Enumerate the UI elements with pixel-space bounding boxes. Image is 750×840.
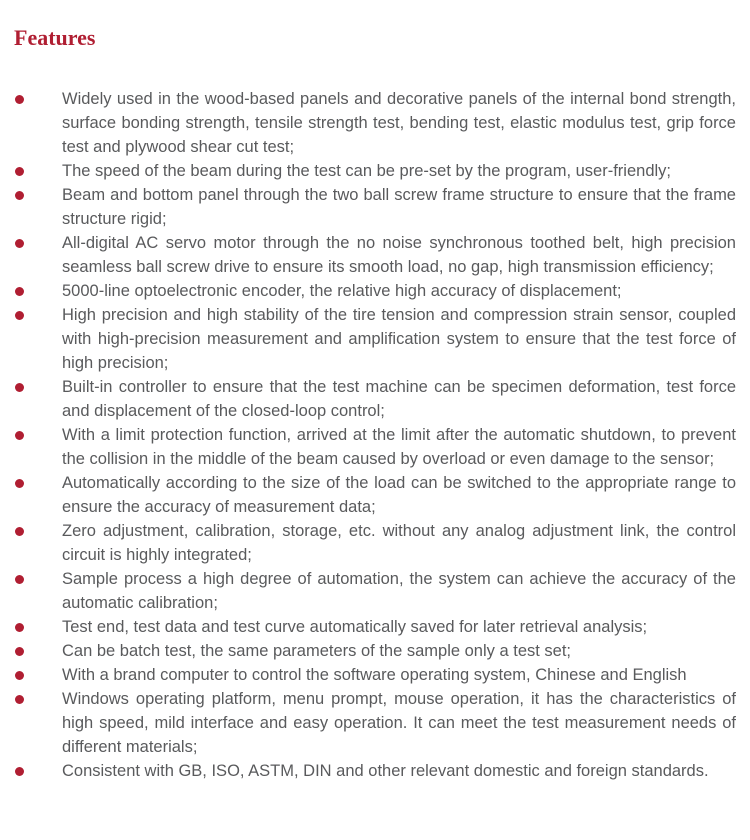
feature-text: Can be batch test, the same parameters of the sample only a test set; [62, 642, 572, 661]
feature-text: Widely used in the wood-based panels and decorative panels of the internal bond strength, surface bonding strength, tensile strength test, bending test, elastic modulus test, grip force test and plywood shear cut test; [62, 90, 736, 157]
feature-list-item [14, 663, 736, 687]
feature-list-item [14, 423, 736, 471]
bullet-icon [15, 431, 24, 440]
bullet-icon [15, 239, 24, 248]
features-heading: Features [14, 25, 96, 50]
feature-list-item [14, 183, 736, 231]
feature-list-item [14, 87, 736, 159]
feature-text: All-digital AC servo motor through the no noise synchronous toothed belt, high precision seamless ball screw drive to ensure its smooth load, no gap, high transmission efficiency; [62, 234, 736, 277]
feature-text: 5000-line optoelectronic encoder, the relative high accuracy of displacement; [62, 282, 622, 301]
bullet-icon [15, 527, 24, 536]
feature-list [14, 87, 736, 783]
feature-text: Automatically according to the size of the load can be switched to the appropriate range to ensure the accuracy of measurement data; [62, 474, 736, 517]
feature-text: Windows operating platform, menu prompt, mouse operation, it has the characteristics of high speed, mild interface and easy operation. It can meet the test measurement needs of different materials; [62, 690, 736, 757]
feature-list-item [14, 519, 736, 567]
feature-list-item [14, 303, 736, 375]
feature-text: Test end, test data and test curve automatically saved for later retrieval analysis; [62, 618, 648, 637]
bullet-icon [15, 383, 24, 392]
bullet-icon [15, 671, 24, 680]
bullet-icon [15, 167, 24, 176]
bullet-icon [15, 287, 24, 296]
feature-list-item [14, 639, 736, 663]
feature-list-item [14, 279, 736, 303]
feature-list-item [14, 231, 736, 279]
bullet-icon [15, 647, 24, 656]
feature-list-item [14, 567, 736, 615]
bullet-icon [15, 623, 24, 632]
feature-text: With a limit protection function, arrived at the limit after the automatic shutdown, to prevent the collision in the middle of the beam caused by overload or even damage to the sensor; [62, 426, 736, 469]
feature-text: Beam and bottom panel through the two ball screw frame structure to ensure that the frame structure rigid; [62, 186, 736, 229]
bullet-icon [15, 695, 24, 704]
feature-list-item [14, 687, 736, 759]
feature-text: Built-in controller to ensure that the test machine can be specimen deformation, test force and displacement of the closed-loop control; [62, 378, 736, 421]
bullet-icon [15, 479, 24, 488]
bullet-icon [15, 191, 24, 200]
features-section [0, 26, 750, 840]
feature-list-item [14, 375, 736, 423]
feature-text: High precision and high stability of the tire tension and compression strain sensor, coupled with high-precision measurement and amplification system to ensure that the test force of high precision; [62, 306, 736, 373]
bullet-icon [15, 95, 24, 104]
bullet-icon [15, 311, 24, 320]
feature-text: The speed of the beam during the test can be pre-set by the program, user-friendly; [62, 162, 672, 181]
feature-text: Consistent with GB, ISO, ASTM, DIN and other relevant domestic and foreign standards. [62, 762, 709, 781]
feature-list-item [14, 471, 736, 519]
feature-list-item [14, 759, 736, 783]
feature-list-item [14, 159, 736, 183]
feature-text: Zero adjustment, calibration, storage, etc. without any analog adjustment link, the control circuit is highly integrated; [62, 522, 736, 565]
feature-text: With a brand computer to control the software operating system, Chinese and English [62, 666, 687, 685]
feature-list-item [14, 615, 736, 639]
bullet-icon [15, 767, 24, 776]
bullet-icon [15, 575, 24, 584]
feature-text: Sample process a high degree of automation, the system can achieve the accuracy of the automatic calibration; [62, 570, 736, 613]
